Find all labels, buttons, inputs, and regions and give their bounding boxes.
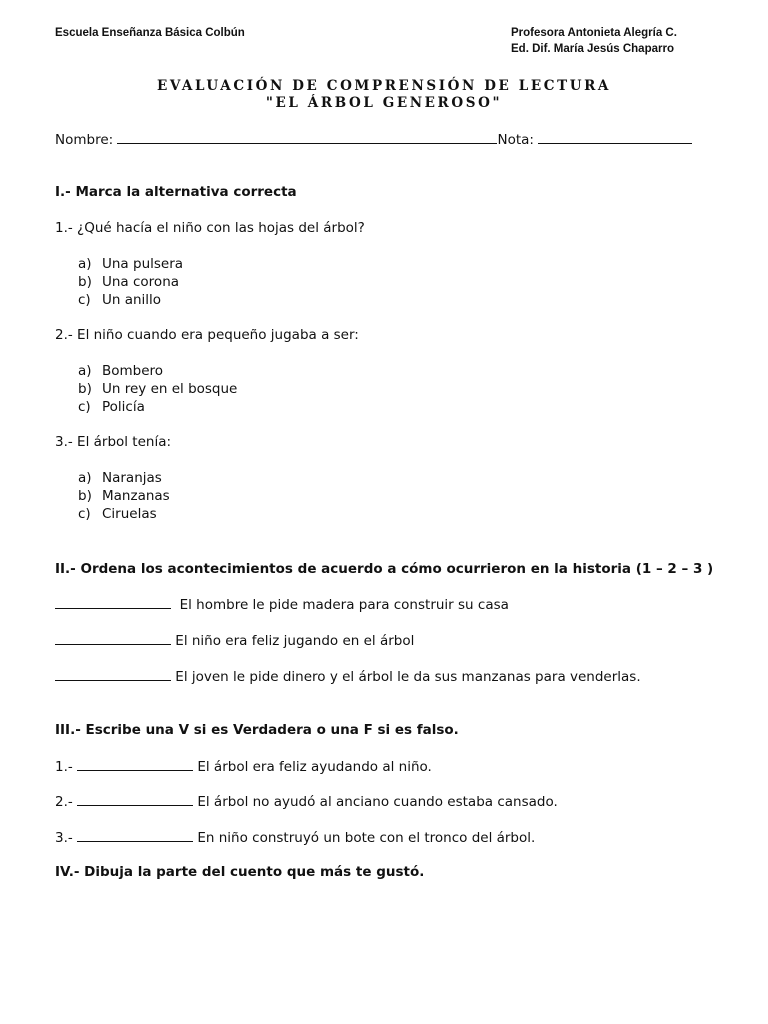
grade-field[interactable] [538,131,692,144]
order-item-2: El niño era feliz jugando en el árbol [55,632,414,649]
option-1a[interactable]: a) Una pulsera [78,256,184,272]
section-3-heading: III.- Escribe una V si es Verdadera o una F si es falso. [55,722,459,738]
order-answer-field-2[interactable] [55,632,171,645]
question-2: 2.- El niño cuando era pequeño jugaba a ser: [55,327,359,343]
order-item-3: El joven le pide dinero y el árbol le da sus manzanas para venderlas. [55,668,641,685]
option-1c[interactable]: c) Un anillo [78,292,162,308]
option-2b[interactable]: b) Un rey en el bosque [78,381,238,397]
tf-answer-field-3[interactable] [77,829,193,842]
name-row [55,131,692,148]
name-field[interactable] [117,131,497,144]
drawing-area[interactable] [55,890,713,1010]
question-3: 3.- El árbol tenía: [55,434,172,450]
tf-item-1: 1.- El árbol era feliz ayudando al niño. [55,759,432,775]
tf-answer-field-2[interactable] [77,793,193,806]
tf-answer-field-1[interactable] [77,758,193,771]
special-ed-teacher-name: Ed. Dif. María Jesús Chaparro [511,43,674,55]
option-1b[interactable]: b) Una corona [78,274,180,290]
teacher-name: Profesora Antonieta Alegría C. [511,27,677,39]
order-item-1: El hombre le pide madera para construir su casa [55,596,509,613]
option-3a[interactable]: a) Naranjas [78,470,162,486]
section-4-heading: IV.- Dibuja la parte del cuento que más te gustó. [55,864,425,880]
question-1: 1.- ¿Qué hacía el niño con las hojas del árbol? [55,220,365,236]
name-label: Nombre: [55,132,114,148]
tf-item-2: 2.- El árbol no ayudó al anciano cuando estaba cansado. [55,794,558,810]
order-answer-field-3[interactable] [55,668,171,681]
tf-item-3: 3.- En niño construyó un bote con el tronco del árbol. [55,830,536,846]
grade-label: Nota: [497,132,534,148]
page-title: EVALUACIÓN DE COMPRENSIÓN DE LECTURA [157,78,611,94]
order-answer-field-1[interactable] [55,596,171,609]
school-name: Escuela Enseñanza Básica Colbún [55,27,245,39]
option-3b[interactable]: b) Manzanas [78,488,170,504]
page-subtitle: "EL ÁRBOL GENEROSO" [265,95,503,111]
option-3c[interactable]: c) Ciruelas [78,506,157,522]
option-2a[interactable]: a) Bombero [78,363,164,379]
section-2-heading: II.- Ordena los acontecimientos de acuerdo a cómo ocurrieron en la historia (1 – 2 – 3 ) [55,561,714,577]
section-1-heading: I.- Marca la alternativa correcta [55,184,297,200]
option-2c[interactable]: c) Policía [78,399,145,415]
